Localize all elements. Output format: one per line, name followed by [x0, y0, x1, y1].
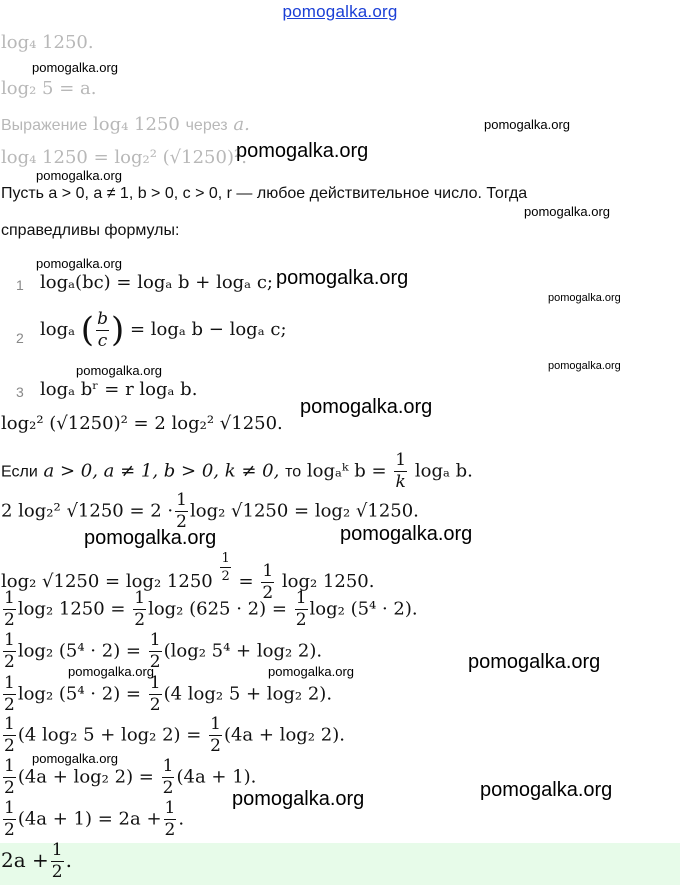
line-8: Если a > 0, a ≠ 1, b > 0, k ≠ 0, то logₐᵏ b = $\frac{1}{k}$ logₐ b. [1, 450, 473, 492]
watermark: pomogalka.org [548, 360, 621, 372]
line-12: $\frac{1}{2}$ log₂ (5⁴ · 2) = $\frac{1}{2}$ (log₂ 5⁴ + log₂ 2). [4, 630, 323, 672]
watermark: pomogalka.org [84, 527, 217, 549]
watermark: pomogalka.org [276, 267, 409, 289]
rule-2-fraction: $\frac{b}{c}$ [97, 308, 108, 351]
rule-3: logₐ bʳ = r logₐ b. [40, 379, 198, 400]
line-3-var: a. [233, 114, 250, 135]
line-2: log₂ 5 = a. [1, 78, 97, 99]
answer: 2a + $\frac{1}{2}$ . [1, 840, 72, 882]
watermark: pomogalka.org [484, 117, 570, 132]
watermark: pomogalka.org [36, 168, 122, 183]
line-9: 2 log₂² √1250 = 2 · $\frac{1}{2}$ log₂ √1250 = log₂ √1250. [1, 490, 419, 532]
line-14: $\frac{1}{2}$ (4 log₂ 5 + log₂ 2) = $\frac{1}{2}$ (4a + log₂ 2). [4, 714, 345, 756]
answer-box [0, 840, 680, 885]
line-13: $\frac{1}{2}$ log₂ (5⁴ · 2) = $\frac{1}{2}$ (4 log₂ 5 + log₂ 2). [4, 673, 333, 715]
watermark: pomogalka.org [36, 256, 122, 271]
rule-2: logₐ ( $\frac{b}{c}$ ) = logₐ b − logₐ c; [40, 308, 287, 351]
watermark: pomogalka.org [300, 396, 433, 418]
line-5: Пусть a > 0, a ≠ 1, b > 0, c > 0, r — любое действительное число. Тогда [1, 185, 528, 202]
line-15: $\frac{1}{2}$ (4a + log₂ 2) = $\frac{1}{2}$ (4a + 1). [4, 756, 257, 798]
rule-2-number: 2 [16, 330, 24, 346]
watermark: pomogalka.org [268, 664, 354, 679]
site-link[interactable]: pomogalka.org [282, 2, 398, 21]
line-8-fraction: $\frac{1}{k}$ [395, 450, 407, 492]
line-16: $\frac{1}{2}$ (4a + 1) = 2a + $\frac{1}{2}$ . [4, 798, 185, 840]
rule-2-rhs: = logₐ b − logₐ c; [129, 319, 287, 340]
line-4: log₄ 1250 = log₂² (√1250)². [1, 147, 247, 168]
line-1: log₄ 1250. [1, 32, 94, 53]
line-7: log₂² (√1250)² = 2 log₂² √1250. [1, 413, 283, 434]
watermark: pomogalka.org [232, 788, 365, 810]
watermark: pomogalka.org [340, 523, 473, 545]
line-3-prefix: Выражение [1, 117, 88, 134]
rule-1-number: 1 [16, 277, 24, 293]
watermark: pomogalka.org [480, 779, 613, 801]
rule-3-number: 3 [16, 384, 24, 400]
rule-2-log: logₐ [40, 319, 76, 340]
line-11: $\frac{1}{2}$ log₂ 1250 = $\frac{1}{2}$ log₂ (625 · 2) = $\frac{1}{2}$ log₂ (5⁴ · 2). [4, 588, 418, 630]
line-3-math: log₄ 1250 [92, 114, 180, 135]
watermark: pomogalka.org [236, 140, 369, 162]
watermark: pomogalka.org [76, 363, 162, 378]
watermark: pomogalka.org [32, 751, 118, 766]
line-6: справедливы формулы: [1, 222, 180, 239]
line-3-mid: через [185, 117, 228, 134]
watermark: pomogalka.org [548, 292, 621, 304]
watermark: pomogalka.org [468, 651, 601, 673]
watermark: pomogalka.org [68, 664, 154, 679]
watermark: pomogalka.org [524, 204, 610, 219]
line-10: log₂ √1250 = log₂ 1250 $\frac{1}{2}$ = $\frac{1}{2}$ log₂ 1250. [1, 551, 375, 603]
watermark: pomogalka.org [32, 60, 118, 75]
rule-1: logₐ(bc) = logₐ b + logₐ c; [40, 272, 273, 293]
line-3 [1, 114, 250, 135]
